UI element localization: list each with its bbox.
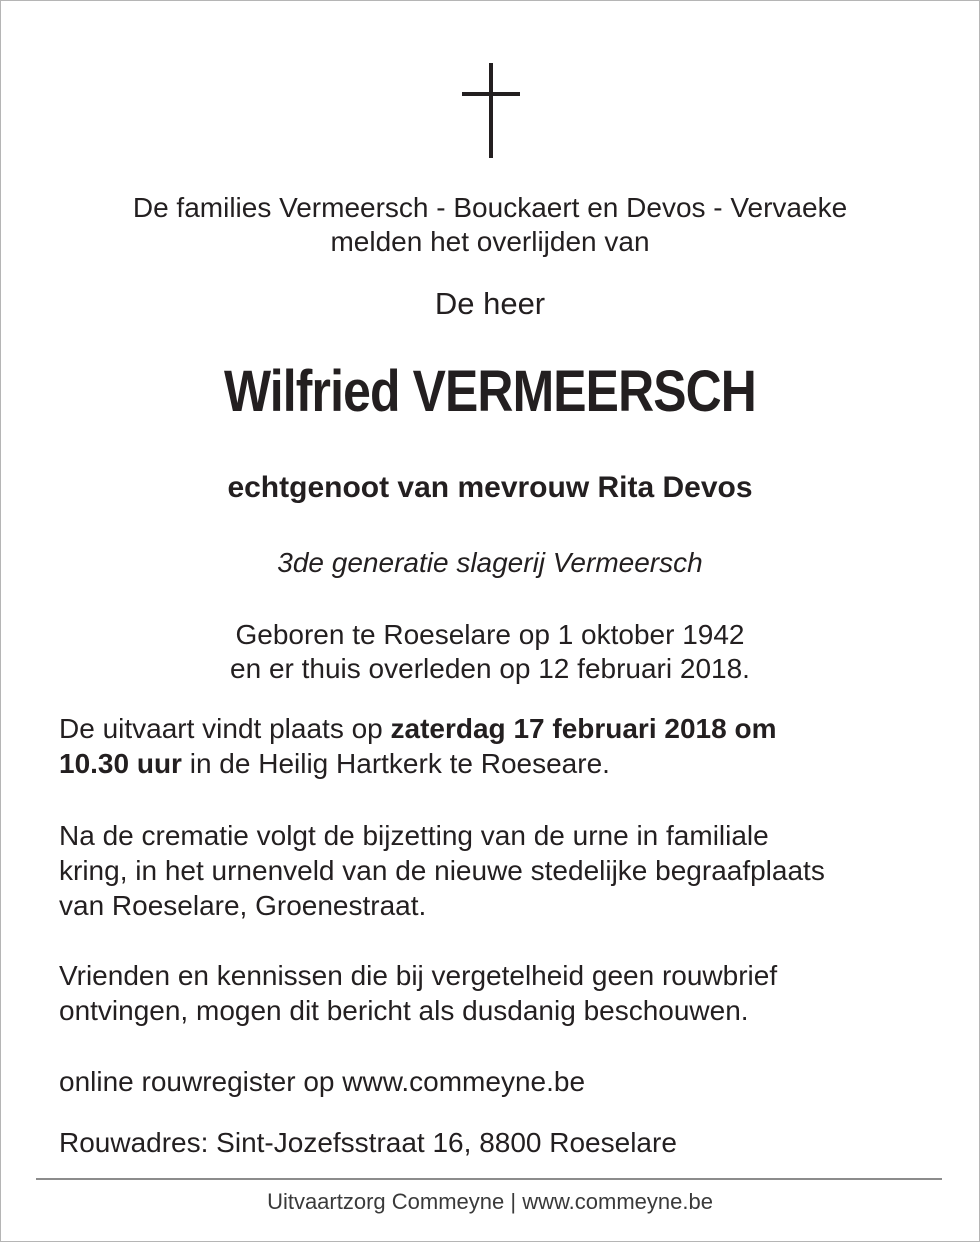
intro-line-1: De families Vermeersch - Bouckaert en Devos - Vervaeke [132, 192, 848, 223]
intro-line-2: melden het overlijden van [330, 226, 650, 257]
deceased-name: Wilfried VERMEERSCH [224, 359, 756, 424]
birth-line: Geboren te Roeselare op 1 oktober 1942 [235, 619, 745, 650]
footer-divider [36, 1178, 942, 1180]
friends-line-2: ontvingen, mogen dit bericht als dusdanig beschouwen. [59, 995, 749, 1026]
cremation-line-1: Na de crematie volgt de bijzetting van de urne in familiale [59, 820, 769, 851]
honorific: De heer [434, 286, 546, 321]
funeral-prefix: De uitvaart vindt plaats op [59, 713, 391, 744]
cremation-line-3: van Roeselare, Groenestraat. [59, 890, 427, 921]
friends-paragraph [59, 958, 939, 1028]
cremation-paragraph [59, 818, 939, 923]
funeral-time: 10.30 uur [59, 748, 182, 779]
cross-icon [462, 63, 520, 158]
spouse-line: echtgenoot van mevrouw Rita Devos [227, 471, 753, 504]
funeral-date: zaterdag 17 februari 2018 om [390, 713, 777, 744]
footer-text: Uitvaartzorg Commeyne | www.commeyne.be [267, 1189, 713, 1214]
funeral-location: in de Heilig Hartkerk te Roeseare. [181, 748, 610, 779]
occupation-line: 3de generatie slagerij Vermeersch [277, 547, 703, 578]
birth-death-info [0, 618, 980, 686]
mourning-address: Rouwadres: Sint-Jozefsstraat 16, 8800 Roeselare [59, 1127, 677, 1158]
death-line: en er thuis overleden op 12 februari 2018. [230, 653, 750, 684]
friends-line-1: Vrienden en kennissen die bij vergetelheid geen rouwbrief [59, 960, 778, 991]
cremation-line-2: kring, in het urnenveld van de nieuwe stedelijke begraafplaats [59, 855, 825, 886]
intro-text [0, 191, 980, 259]
online-register: online rouwregister op www.commeyne.be [59, 1066, 586, 1097]
funeral-paragraph [59, 711, 939, 781]
